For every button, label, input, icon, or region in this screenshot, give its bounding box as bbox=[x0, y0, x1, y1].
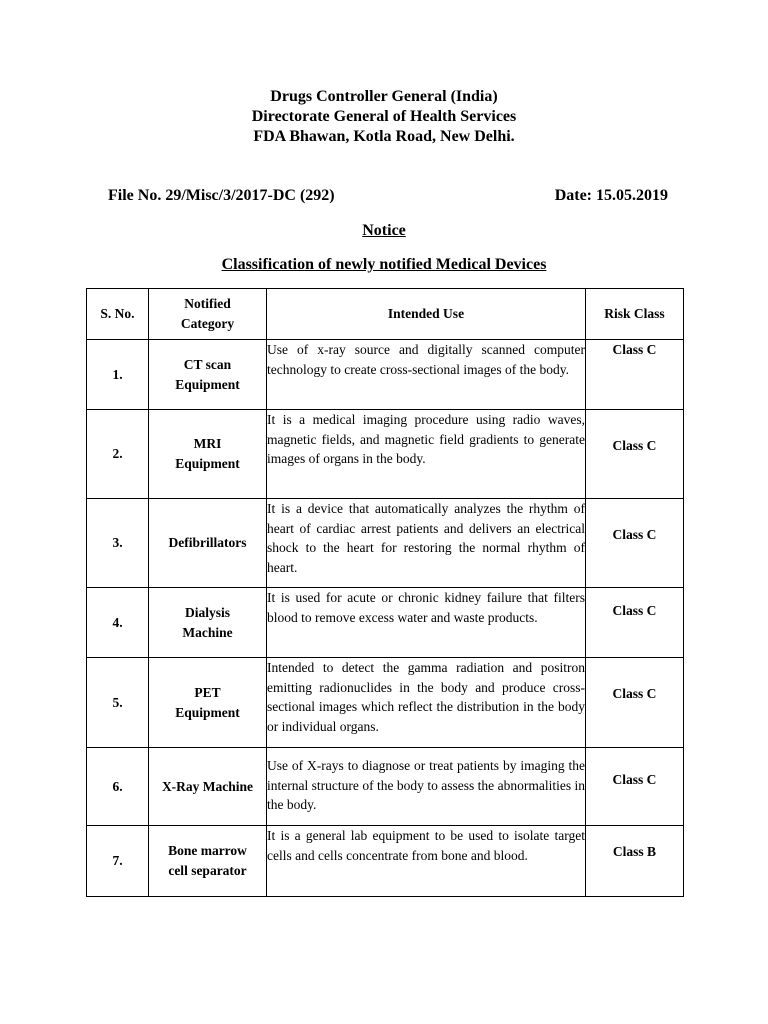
row-risk-class: Class C bbox=[586, 588, 684, 658]
row-intended-use: Intended to detect the gamma radiation and positron emitting radionuclides in the body and produce cross-sectional images which reflect the distribution in the body or individual organs. bbox=[267, 658, 586, 748]
notice-title: Notice bbox=[362, 222, 406, 239]
row-category: Bone marrow cell separator bbox=[149, 826, 267, 897]
row-serial-number: 5. bbox=[87, 658, 149, 748]
table-row bbox=[87, 499, 684, 588]
table-row bbox=[87, 826, 684, 897]
row-serial-number: 3. bbox=[87, 499, 149, 588]
header-intended-use: Intended Use bbox=[267, 289, 586, 340]
header-notified-category: Notified Category bbox=[149, 289, 267, 340]
table-row bbox=[87, 748, 684, 826]
row-category: MRI Equipment bbox=[149, 410, 267, 499]
table-row bbox=[87, 658, 684, 748]
row-serial-number: 1. bbox=[87, 340, 149, 410]
row-intended-use: It is a general lab equipment to be used to isolate target cells and cells concentrate from bone and blood. bbox=[267, 826, 586, 897]
row-risk-class: Class C bbox=[586, 340, 684, 410]
table-row bbox=[87, 588, 684, 658]
row-serial-number: 2. bbox=[87, 410, 149, 499]
row-risk-class: Class B bbox=[586, 826, 684, 897]
table-header-row bbox=[87, 289, 684, 340]
row-category: PET Equipment bbox=[149, 658, 267, 748]
row-serial-number: 6. bbox=[87, 748, 149, 826]
file-number: File No. 29/Misc/3/2017-DC (292) bbox=[108, 187, 335, 204]
row-risk-class: Class C bbox=[586, 410, 684, 499]
row-intended-use: Use of X-rays to diagnose or treat patients by imaging the internal structure of the body to assess the abnormalities in the body. bbox=[267, 748, 586, 826]
table-row bbox=[87, 410, 684, 499]
table-row bbox=[87, 340, 684, 410]
row-intended-use: It is used for acute or chronic kidney failure that filters blood to remove excess water and waste products. bbox=[267, 588, 586, 658]
row-intended-use: It is a medical imaging procedure using radio waves, magnetic fields, and magnetic field gradients to generate images of organs in the body. bbox=[267, 410, 586, 499]
notice-date: Date: 15.05.2019 bbox=[554, 187, 668, 204]
letterhead bbox=[0, 87, 768, 147]
row-intended-use: It is a device that automatically analyzes the rhythm of heart of cardiac arrest patients and delivers an electrical shock to the heart for restoring the normal rhythm of heart. bbox=[267, 499, 586, 588]
notice-subject: Classification of newly notified Medical Devices bbox=[221, 256, 547, 273]
row-risk-class: Class C bbox=[586, 658, 684, 748]
row-risk-class: Class C bbox=[586, 748, 684, 826]
organization-name: Drugs Controller General (India) bbox=[270, 88, 498, 105]
row-serial-number: 4. bbox=[87, 588, 149, 658]
row-category: CT scan Equipment bbox=[149, 340, 267, 410]
row-risk-class: Class C bbox=[586, 499, 684, 588]
header-risk-class: Risk Class bbox=[586, 289, 684, 340]
header-serial-number: S. No. bbox=[87, 289, 149, 340]
row-category: X-Ray Machine bbox=[149, 748, 267, 826]
row-serial-number: 7. bbox=[87, 826, 149, 897]
office-address: FDA Bhawan, Kotla Road, New Delhi. bbox=[253, 128, 515, 145]
row-category: Defibrillators bbox=[149, 499, 267, 588]
directorate-name: Directorate General of Health Services bbox=[251, 108, 517, 125]
row-category: Dialysis Machine bbox=[149, 588, 267, 658]
row-intended-use: Use of x-ray source and digitally scanned computer technology to create cross-sectional images of the body. bbox=[267, 340, 586, 410]
medical-devices-table bbox=[86, 288, 684, 897]
